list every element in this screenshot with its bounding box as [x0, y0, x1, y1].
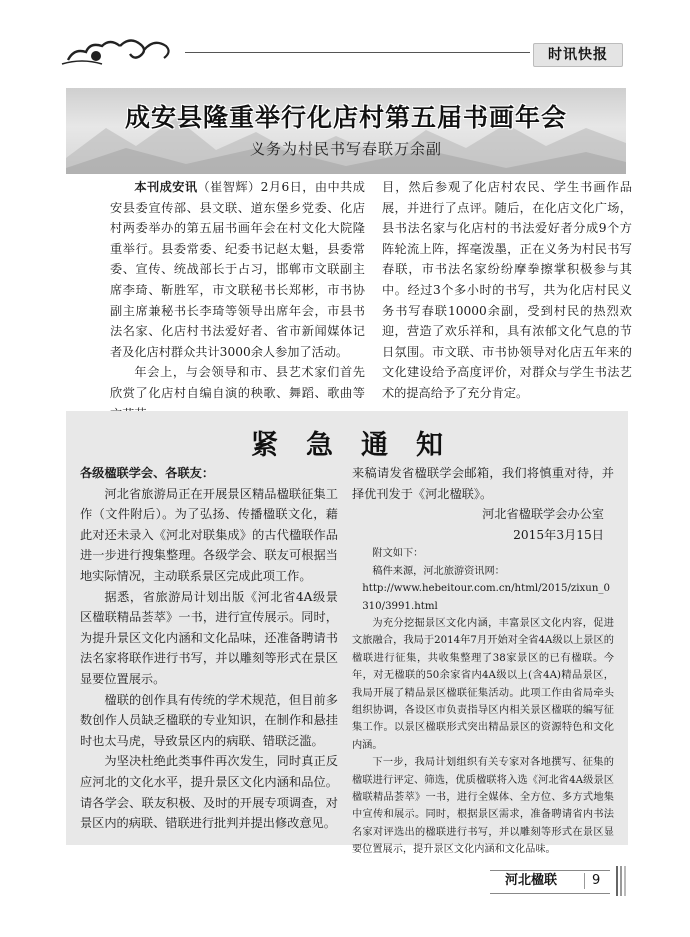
attachment-paragraph: 下一步，我局计划组织有关专家对各地撰写、征集的楹联进行评定、筛选，优质楹联将入选《河北省4A级景区楹联精品荟萃》一书，进行全媒体、全方位、多方式地集中宣传和展示。同时，根据景区需求，准备聘请省内书法名家对评选出的楹联进行书写，并以雕刻等形式在景区显要位置展示，提升景区文化内涵和文化品味。	[352, 757, 614, 856]
cloud-ornament-icon	[60, 34, 180, 70]
notice-salutation: 各级楹联学会、各联友：	[80, 466, 215, 480]
attachment-source: 稿件来源，河北旅游资讯网：	[372, 565, 505, 577]
headline-subtitle: 义务为村民书写春联万余副	[249, 140, 442, 158]
headline-title: 成安县隆重举行化店村第五届书画年会	[124, 103, 567, 132]
article-paragraph: 年会上，与会领导和市、县艺术家们首先欣赏了化店村自编自演的秧歌、舞蹈、歌曲等	[110, 365, 365, 400]
notice-signature-org: 河北省楹联学会办公室	[482, 507, 604, 522]
article-paragraph: 目，然后参观了化店村农民、学生书画作品展，并进行了点评。随后，在化店文化广场，县书法名家与化店村的书法爱好者分成9个方阵轮流上阵，挥毫泼墨，正在义务为村民书写春联，市书法名家纷纷摩拳擦掌积极参与其中。经过3个多小时的书写，共为化店村民义务书写春联10000余副，受到村民的热烈欢迎，营造了欢乐祥和，具有浓郁文化气息的节日氛围。市文联、市书协领导对化店五年来的文化建设给予高度评价，对群众与学生书法艺术的提高给予了充分肯定。	[382, 180, 632, 400]
notice-paragraph: 来稿请发省楹联学会邮箱，我们将慎重对待，并择优刊发于《河北楹联》。	[352, 466, 614, 501]
urgent-notice-box	[66, 411, 628, 856]
article-byline: 本刊成安讯	[134, 180, 198, 194]
article-paragraph	[110, 177, 365, 362]
header-rule	[185, 52, 530, 53]
attachment-url: http://www.hebeitour.com.cn/html/2015/zixun_0310/3991.html	[362, 583, 610, 612]
headline-banner	[66, 88, 626, 174]
notice-signature-date: 2015年3月15日	[513, 527, 604, 542]
page-number: 9	[592, 873, 601, 888]
notice-column-right	[352, 463, 614, 859]
footer-separator	[584, 873, 585, 889]
notice-title: 紧急通知	[251, 430, 471, 461]
article-column-left	[110, 177, 365, 424]
attachment-label: 附文如下：	[372, 548, 424, 560]
attachment-paragraph: 为充分挖掘景区文化内涵，丰富景区文化内容，促进文旅融合，我局于2014年7月开始对全省4A级以上景区的楹联进行征集，共收集整理了38家景区的已有楹联。今年，对无楹联的50余家省内4A级以上(含4A)精品景区，我局开展了精品景区楹联征集活动。此项工作由省局牵头组织协调，各设区市负责指导区内相关景区楹联的编写征集工作。以景区楹联形式突出精品景区的资源特色和文化内涵。	[352, 618, 614, 751]
notice-column-left	[80, 463, 338, 834]
article-text: （崔智辉）2月6日，由中共成安县委宣传部、县文联、道东堡乡党委、化店村两委举办的第五届书画年会在村文化大院隆重举行。县委常委、纪委书记赵太魁，县委常委、宣传、统战部长于占习，邯郸市文联副主席李琦、靳胜军，市文联秘书长郑彬，市书协副主席兼秘书长李琦等领导出席年会，市县书法名家、化店村书法爱好者、省市新闻媒体记者及化店村群众共计3000余人参加了活动。	[110, 180, 365, 359]
section-tag: 时讯快报	[533, 43, 623, 67]
footer-stripes-icon	[616, 866, 626, 896]
notice-paragraph: 河北省旅游局正在开展景区精品楹联征集工作（文件附后）。为了弘扬、传播楹联文化，藉此对还未录入《河北对联集成》的古代楹联作品进一步进行搜集整理。各级学会、联友可根据当地实际情况，主动联系景区完成此项工作。	[80, 486, 338, 583]
notice-paragraph: 据悉，省旅游局计划出版《河北省4A级景区楹联精品荟萃》一书，进行宣传展示。同时，为提升景区文化内涵和文化品味，还准备聘请书法名家将联作进行书写，并以雕刻等形式在景区显要位置展示。	[80, 589, 338, 686]
notice-paragraph: 为坚决杜绝此类事件再次发生，同时真正反应河北的文化水平，提升景区文化内涵和品位。请各学会、联友积极、及时的开展专项调查，对景区内的病联、错联进行批判并提出修改意见。	[80, 754, 338, 831]
article-column-right	[382, 177, 632, 404]
notice-paragraph: 楹联的创作具有传统的学术规范，但目前多数创作人员缺乏楹联的专业知识，在制作和悬挂时也太马虎，导致景区内的病联、错联泛滥。	[80, 692, 338, 748]
attachment-block	[352, 545, 614, 858]
footer-brand: 河北楹联	[505, 873, 558, 888]
